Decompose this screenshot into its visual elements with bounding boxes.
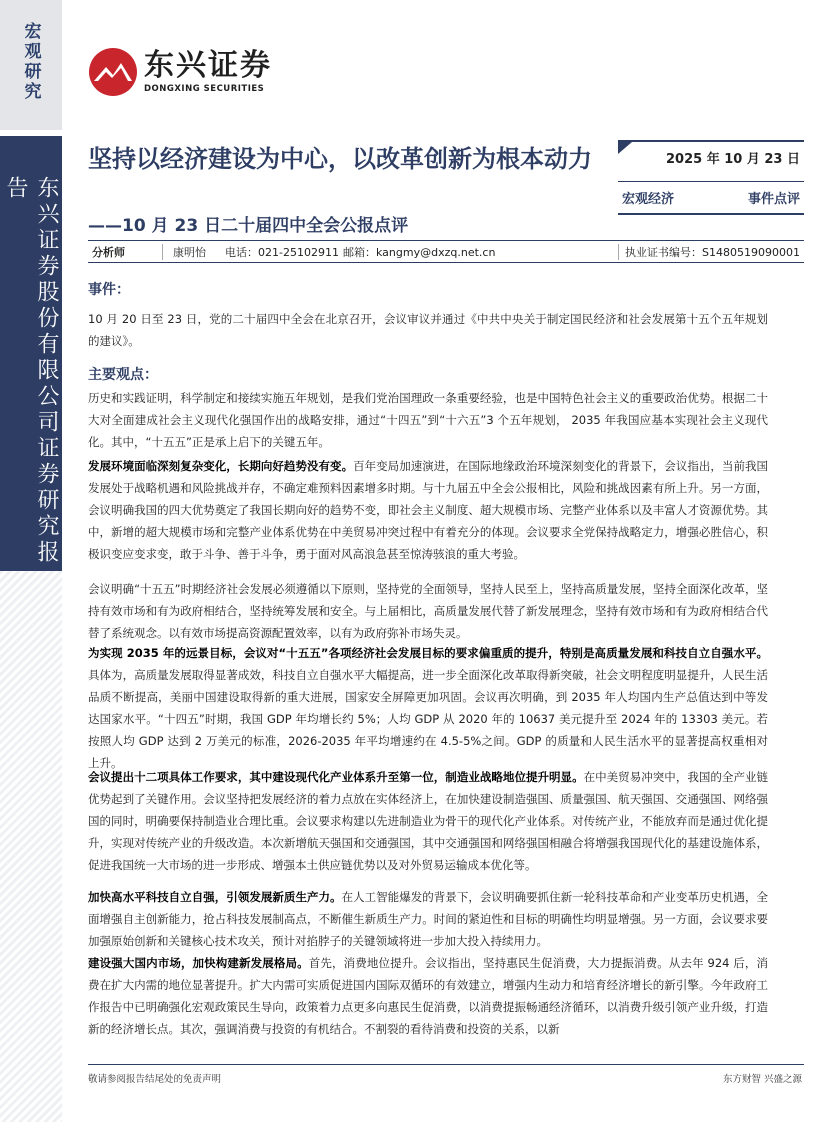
paragraph-2-lead: 发展环境面临深刻复杂变化，长期向好趋势没有变。	[88, 459, 354, 473]
analyst-email: 邮箱：kangmy@dxzq.net.cn	[343, 245, 496, 259]
footer-divider	[88, 1064, 804, 1065]
views-heading: 主要观点：	[88, 367, 158, 383]
report-tags	[618, 181, 804, 215]
sidebar	[0, 0, 62, 1122]
dongxing-logo-icon	[88, 47, 138, 97]
paragraph-1: 历史和实践证明，科学制定和接续实施五年规划，是我们党治国理政一条重要经验，也是中国特色社会主义的重要政治优势。根据二十大对全面建成社会主义现代化强国作出的战略安排，通过“十四五”到“十六五”3 个五年规划， 2035 年我国应基本实现社会主义现代化。其中，“十五五”正是承上启下的关键五年。	[88, 391, 768, 449]
analyst-label: 分析师	[88, 244, 163, 260]
tag-event-review: 事件点评	[747, 192, 800, 207]
footer-slogan: 东方财智 兴盛之源	[722, 1074, 802, 1085]
paragraph-5-lead: 会议提出十二项具体工作要求，其中建设现代化产业体系升至第一位，制造业战略地位提升明显。	[88, 770, 584, 784]
report-date-row	[618, 140, 804, 173]
company-logo	[88, 47, 272, 97]
report-title: 坚持以经济建设为中心，以改革创新为根本动力	[88, 145, 592, 173]
report-subtitle: ——10 月 23 日二十届四中全会公报点评	[88, 216, 409, 236]
paragraph-3: 会议明确“十五五”时期经济社会发展必须遵循以下原则，坚持党的全面领导，坚持人民至上，坚持高质量发展，坚持全面深化改革，坚持有效市场和有为政府相结合，坚持统筹发展和安全。与上届相比，高质量发展代替了新发展理念，坚持有效市场和有为政府相结合代替了系统观念。以有效市场提高资源配置效率，以有为政府弥补市场失灵。	[88, 582, 768, 640]
paragraph-7-lead: 建设强大国内市场，加快构建新发展格局。	[88, 956, 309, 970]
paragraph-4	[88, 642, 768, 774]
paragraph-2-body: 百年变局加速演进，在国际地缘政治环境深刻变化的背景下，会议指出，当前我国发展处于战略机遇和风险挑战并存，不确定难预料因素增多时期。与十九届五中全会公报相比，风险和挑战因素有所上升。另一方面，会议明确我国的四大优势奠定了我国长期向好的趋势不变，即社会主义制度、超大规模市场、完整产业体系以及丰富人才资源优势。其中，新增的超大规模市场和完整产业体系优势在中美贸易冲突过程中有着充分的体现。会议要求全党保持战略定力，增强必胜信心，积极识变应变求变，敢于斗争、善于斗争，勇于面对风高浪急甚至惊涛骇浪的重大考验。	[88, 459, 768, 561]
tag-macro-economy: 宏观经济	[622, 192, 675, 207]
event-heading: 事件：	[88, 282, 130, 298]
paragraph-7	[88, 952, 768, 1040]
analyst-phone: 电话：021-25102911	[225, 245, 339, 259]
event-text: 10 月 20 日至 23 日，党的二十届四中全会在北京召开，会议审议并通过《中共中央关于制定国民经济和社会发展第十五个五年规划的建议》。	[88, 312, 768, 348]
analyst-row	[88, 240, 804, 263]
analyst-cert: 执业证书编号：S1480519090001	[618, 244, 804, 260]
report-date: 2025 年 10 月 23 日	[666, 152, 800, 167]
paragraph-4-body: 具体为，高质量发展取得显著成效，科技自立自强水平大幅提高，进一步全面深化改革取得新突破，社会文明程度明显提升，人民生活品质不断提高，美丽中国建设取得新的重大进展，国家安全屏障更加巩固。会议再次明确，到 2035 年人均国内生产总值达到中等发达国家水平。“十四五”时期，我国 GDP 年均增长约 5%；人均 GDP 从 2020 年的 10637 美元提升至 2024 年的 13303 美元。若按照人均 GDP 达到 2 万美元的标准，2026-2035 年平均增速约在 4.5-5%之间。GDP 的质量和人民生活水平的显著提高权重相对上升。	[88, 668, 768, 770]
footer-disclaimer: 敬请参阅报告结尾处的免责声明	[88, 1074, 222, 1085]
paragraph-7-body: 首先，消费地位提升。会议指出，坚持惠民生促消费，大力提振消费。从去年 924 后，消费在扩大内需的地位显著提升。扩大内需可实质促进国内国际双循环的有效建立，增强内生动力和培育经济增长的新引擎。今年政府工作报告中已明确强化宏观政策民生导向，政策着力点更多向惠民生促消费，以消费提振畅通经济循环，以消费升级引领产业升级，打造新的经济增长点。其次，强调消费与投资的有机结合。不割裂的看待消费和投资的关系，以新	[88, 956, 768, 1036]
analyst-name: 康明怡	[173, 245, 206, 259]
sidebar-company-block	[0, 136, 62, 571]
logo-name-cn: 东兴证券	[144, 48, 272, 83]
paragraph-6-lead: 加快高水平科技自立自强，引领发展新质生产力。	[88, 890, 342, 904]
paragraph-5-body: 在中美贸易冲突中，我国的全产业链优势起到了关键作用。会议坚持把发展经济的着力点放在实体经济上，在加快建设制造强国、质量强国、航天强国、交通强国、网络强国的同时，明确要保持制造业合理比重。会议要求构建以先进制造业为骨干的现代化产业体系。对传统产业，不能放弃而是通过优化提升，实现对传统产业的升级改造。本次新增航天强国和交通强国，其中交通强国和网络强国相融合将增强我国现代化的基建设施体系，促进我国统一大市场的进一步形成、增强本土供应链优势以及对外贸易运输成本优化等。	[88, 770, 768, 872]
sidebar-pattern	[0, 571, 62, 1122]
sidebar-category: 宏观研究	[20, 22, 41, 102]
sidebar-category-block	[0, 0, 62, 130]
date-tag-box	[618, 140, 804, 215]
paragraph-6-body: 在人工智能爆发的背景下，会议明确要抓住新一轮科技革命和产业变革历史机遇，全面增强自主创新能力，抢占科技发展制高点，不断催生新质生产力。时间的紧迫性和目标的明确性均明显增强。另一方面，会议要求要加强原始创新和关键核心技术攻关，预计对掐脖子的关键领域将进一步加大投入持续用力。	[88, 890, 769, 948]
paragraph-6	[88, 886, 768, 952]
sidebar-company-report: 东兴证券股份有限公司证券研究报告	[3, 176, 59, 566]
paragraph-5	[88, 766, 768, 876]
date-flag-icon	[618, 142, 632, 154]
logo-name-en: DONGXING SECURITIES	[144, 84, 265, 94]
paragraph-4-lead: 为实现 2035 年的远景目标，会议对“十五五”各项经济社会发展目标的要求偏重质的提升，特别是高质量发展和科技自立自强水平。	[88, 646, 768, 660]
paragraph-2	[88, 455, 768, 565]
